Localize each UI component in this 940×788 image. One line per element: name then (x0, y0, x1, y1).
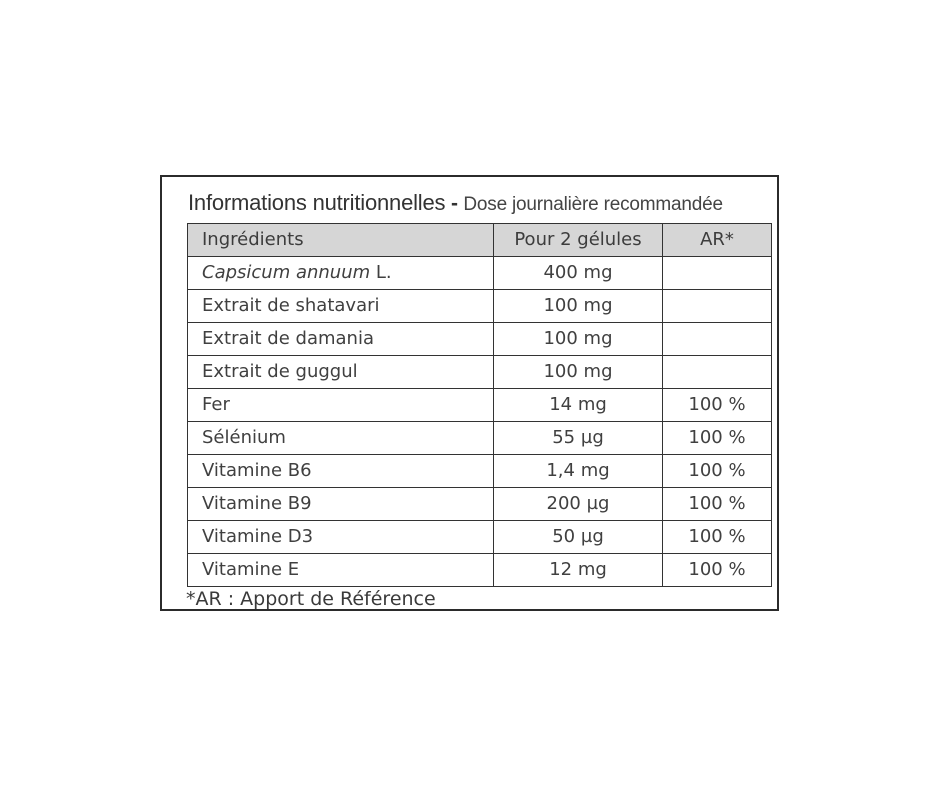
ingredient-cell (188, 257, 494, 290)
ingredient-name: L. (370, 262, 392, 283)
amount-cell: 12 mg (494, 554, 663, 587)
ingredient-cell: Extrait de guggul (188, 356, 494, 389)
amount-cell: 400 mg (494, 257, 663, 290)
title-separator: - (445, 192, 464, 215)
amount-cell: 14 mg (494, 389, 663, 422)
table-row (188, 356, 772, 389)
table-row (188, 455, 772, 488)
ar-cell: 100 % (663, 554, 772, 587)
table-row (188, 488, 772, 521)
header-amount: Pour 2 gélules (494, 224, 663, 257)
ingredient-italic: Capsicum annuum (202, 262, 371, 283)
ingredient-cell: Vitamine B6 (188, 455, 494, 488)
ar-cell (663, 323, 772, 356)
amount-cell: 100 mg (494, 356, 663, 389)
amount-cell: 100 mg (494, 290, 663, 323)
ar-cell (663, 290, 772, 323)
ar-cell (663, 356, 772, 389)
table-row (188, 554, 772, 587)
header-ar: AR* (663, 224, 772, 257)
ar-cell (663, 257, 772, 290)
amount-cell: 50 µg (494, 521, 663, 554)
ingredient-cell: Extrait de damania (188, 323, 494, 356)
ar-cell: 100 % (663, 455, 772, 488)
amount-cell: 200 µg (494, 488, 663, 521)
amount-cell: 100 mg (494, 323, 663, 356)
ingredient-cell: Extrait de shatavari (188, 290, 494, 323)
table-row (188, 422, 772, 455)
nutrition-panel (160, 175, 779, 611)
table-row (188, 389, 772, 422)
footnote: *AR : Apport de Référence (186, 588, 436, 610)
table-row (188, 323, 772, 356)
title-main: Informations nutritionnelles (188, 190, 446, 215)
table-row (188, 521, 772, 554)
amount-cell: 1,4 mg (494, 455, 663, 488)
ingredient-cell: Vitamine B9 (188, 488, 494, 521)
ingredient-cell: Fer (188, 389, 494, 422)
ar-cell: 100 % (663, 521, 772, 554)
header-ingredients: Ingrédients (188, 224, 494, 257)
table-row (188, 257, 772, 290)
ar-cell: 100 % (663, 422, 772, 455)
ingredient-cell: Vitamine D3 (188, 521, 494, 554)
amount-cell: 55 µg (494, 422, 663, 455)
table-row (188, 290, 772, 323)
ar-cell: 100 % (663, 389, 772, 422)
table-header-row (188, 224, 772, 257)
ar-cell: 100 % (663, 488, 772, 521)
ingredient-cell: Vitamine E (188, 554, 494, 587)
ingredient-cell: Sélénium (188, 422, 494, 455)
nutrition-table (187, 223, 772, 587)
table-body (188, 257, 772, 587)
panel-title (188, 190, 723, 216)
title-subtitle: Dose journalière recommandée (463, 194, 723, 215)
